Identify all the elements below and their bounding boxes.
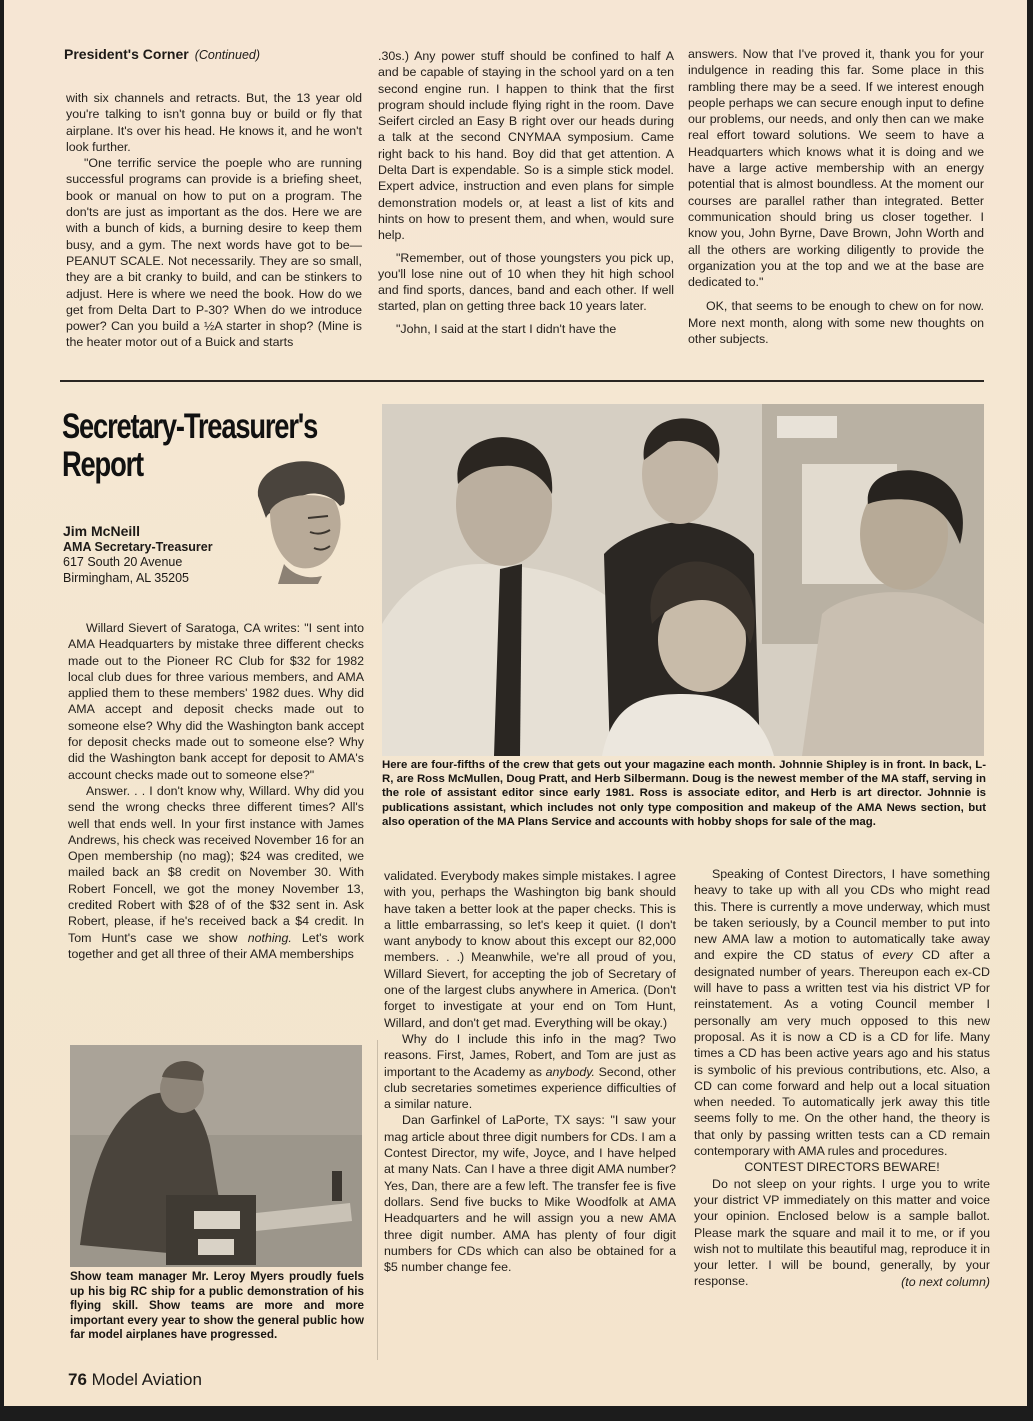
staff-photo (382, 404, 984, 756)
heading-note: (Continued) (194, 48, 261, 62)
text-run: Let's work together and get all three of their AMA memberships (68, 930, 364, 961)
address-line-1: 617 South 20 Avenue (63, 555, 183, 569)
paragraph: "One terrific service the poeple who are running successful programs can provide is a briefing sheet, book or manual on how to put on a program. The don'ts are just as important as the dos. Here we are with a bunch of kids, a burning desire to keep them busy, and a gym. The next words have got to be—PEANUT SCALE. Not necessarily. They are so small, they are a bit cranky to build, and can be stinkers to adjust. Here is where we need the book. How do we get from Delta Dart to P-30? When do we introduce power? Can you build a ½A starter in shop? (Mine is the heater motor out of a Buick and starts (66, 156, 362, 350)
presidents-corner-heading (64, 46, 260, 62)
paragraph: "John, I said at the start I didn't have the (396, 321, 617, 336)
paragraph: Willard Sievert of Saratoga, CA writes: "I sent into AMA Headquarters by mistake three different checks made out to the Pioneer RC Club for $32 for 1982 local club dues for three various members, and AMA applied them to these members' 1982 dues. Why did AMA accept and deposit checks made out to someone else? Why did the Washington bank accept for deposit checks made out to someone else? Why did the Washington bank accept for deposit to AMA's account checks made out to someone else?" (68, 621, 364, 782)
answer-paragraph (68, 783, 364, 962)
title-line-2: Report (62, 445, 143, 484)
text-run: Answer. . . I don't know why, Willard. Why did you send the wrong checks three different times? All's well that ends well. In your first instance with James Andrews, his check was received November 16 for an Open membership (no mag); $24 was credited, we mailed back an $8 credit on November 30. With Robert Foncell, we got the money November 13, credited Robert with $28 of of the $32 sent in. Ask Robert, please, if he's received back a $4 credit. In Tom Hunt's case we show (68, 783, 364, 945)
author-role: AMA Secretary-Treasurer (63, 539, 213, 554)
title-line-1: Secretary-Treasurer's (62, 407, 318, 446)
text-run: CD after a designated number of years. Thereupon each ex-CD will have to pass a written test via his district VP for reinstatement. As a voting Council member I personally am very much opposed to this new proposal. As it is now a CD is a CD for life. Many times a CD has been active years ago and his status is symbolic of his previous contributions, etc. Also, a CD can come forward and help out a local situation when needed. To automatically jerk away this title seems folly to me. On the other hand, the theory is that only by passing written tests can a CD remain contemporary with AMA rules and procedures. (694, 948, 990, 1159)
myers-photo (70, 1045, 362, 1267)
report-col1 (68, 620, 364, 962)
continued-note: (to next column) (901, 1274, 990, 1289)
text-run: Why do I include this info in the mag? Two reasons. First, James, Robert, and Tom are just as important to the Academy as (384, 1031, 676, 1079)
text-run: Second, other club secretaries sometimes experience difficulties of a similar nature. (384, 1064, 676, 1112)
presidents-corner-col2 (378, 48, 674, 337)
presidents-corner-col1 (66, 90, 362, 351)
paragraph: Dan Garfinkel of LaPorte, TX says: "I saw your mag article about three digit numbers for CDs. I am a Contest Director, my wife, Joyce, and I have helped at many Nats. Can I have a three digit AMA number? Yes, Dan, there are a few left. The transfer fee is five dollars. Send five bucks to Mike Woodfolk at AMA Headquarters and he will assign you a new AMA three digit number. AMA has plenty of four digit numbers for CDs which can also be obtained for a $5 number change fee. (384, 1113, 676, 1275)
emphasis: every (882, 948, 913, 963)
heading-text: President's Corner (64, 46, 189, 62)
author-name: Jim McNeill (63, 523, 141, 539)
paragraph: "Remember, out of those youngsters you pick up, you'll lose nine out of 10 when they hit high school and find sports, dances, band and each other. If well started, plan on getting three back 10 years later. (378, 250, 674, 314)
subheading: CONTEST DIRECTORS BEWARE! (744, 1160, 940, 1175)
paragraph (694, 866, 990, 1159)
presidents-corner-col3 (688, 46, 984, 347)
column-divider (377, 1040, 378, 1360)
page-number: 76 (68, 1370, 87, 1389)
section-divider (60, 380, 984, 382)
paragraph: with six channels and retracts. But, the 13 year old you're talking to isn't gonna buy or build or fly that airplane. It's over his head. He knows it, and he won't look further. (66, 91, 362, 154)
paragraph: answers. Now that I've proved it, thank you for your indulgence in reading this far. Some place in this rambling there may be a seed. If we interest enough people perhaps we can secure enough input to define our problems, our needs, and only then can we make real effort toward solutions. We seem to have a Headquarters which knows what it is doing and we have a large active membership with an energy potential that is almost boundless. At the moment our courses are parallel rather than integrated. Better communication should bring us closer together. I know you, John Byrne, Dave Brown, John Worth and all the others are working diligently to provide the organization you at the top and we at the base are dedicated to." (688, 47, 984, 290)
address-line-2: Birmingham, AL 35205 (63, 570, 190, 585)
magazine-page (4, 0, 1027, 1406)
paragraph: OK, that seems to be enough to chew on for now. More next month, along with some new thoughts on other subjects. (688, 299, 984, 347)
publication-name: Model Aviation (91, 1370, 202, 1389)
text-run: Speaking of Contest Directors, I have something heavy to take up with all you CDs who might read this. There is currently a move underway, which must be taken seriously, by a Council member to put into new AMA law a motion to automatically take away and expire the CD status of (694, 867, 990, 963)
paragraph: Do not sleep on your rights. I urge you to write your district VP immediately on this matter and voice your opinion. Enclosed below is a sample ballot. Please mark the square and mail it to me, or if you wish not to multilate this beautiful mag, reproduce it in your letter. I will be bound, generally, by your response. (694, 1176, 990, 1289)
page-footer (68, 1370, 202, 1390)
paragraph (384, 1031, 676, 1112)
emphasis: nothing. (247, 930, 292, 945)
paragraph: .30s.) Any power stuff should be confined to half A and be capable of staying in the school yard on a ten second engine run. I happen to think that the first program should include flying right in the room. Dave Seifert circled an Easy B right over our heads during a talk at the second CNYMAA symposium. Came right back to his hand. Boy did that get attention. A Delta Dart is expendable. So is a simple stick model. Expert advice, instruction and even plans for simple demonstration models or, at least a list of kits and hints on how to present them, and when, would sure help. (378, 49, 674, 243)
report-col2 (384, 868, 676, 1275)
report-col3 (694, 866, 990, 1290)
paragraph: validated. Everybody makes simple mistakes. I agree with you, perhaps the Washington big bank should have taken a better look at the paper checks. This is a little embarrassing, so let's keep it quiet. (I don't want anybody to know about this except our 82,000 members. . .) Meanwhile, we're all proud of you, Willard Sievert, for accepting the job of Secretary of one of the largest clubs anywhere in America. (Don't forget to investigate at your end on Tom Hunt, Willard, and don't get mad. Everything will be okay.) (384, 869, 676, 1030)
staff-photo-caption: Here are four-fifths of the crew that gets out your magazine each month. Johnnie Shipley is in front. In back, L-R, are Ross McMullen, Doug Pratt, and Herb Silbermann. Doug is the newest member of the MA staff, serving in the role of assistant editor since early 1981. Ross is associate editor, and Herb is art director. Johnnie is publications assistant, which includes not only type composition and makeup of the AMA News section, but also operation of the MA Plans Service and accounts with hobby shops for sale of the mag. (382, 759, 986, 828)
byline (63, 524, 263, 586)
myers-photo-caption: Show team manager Mr. Leroy Myers proudly fuels up his big RC ship for a public demonstration of his flying skill. Show teams are more and more important every year to show the general public how far model airplanes have progressed. (70, 1270, 364, 1342)
emphasis: anybody. (545, 1064, 595, 1079)
author-portrait (248, 456, 350, 584)
